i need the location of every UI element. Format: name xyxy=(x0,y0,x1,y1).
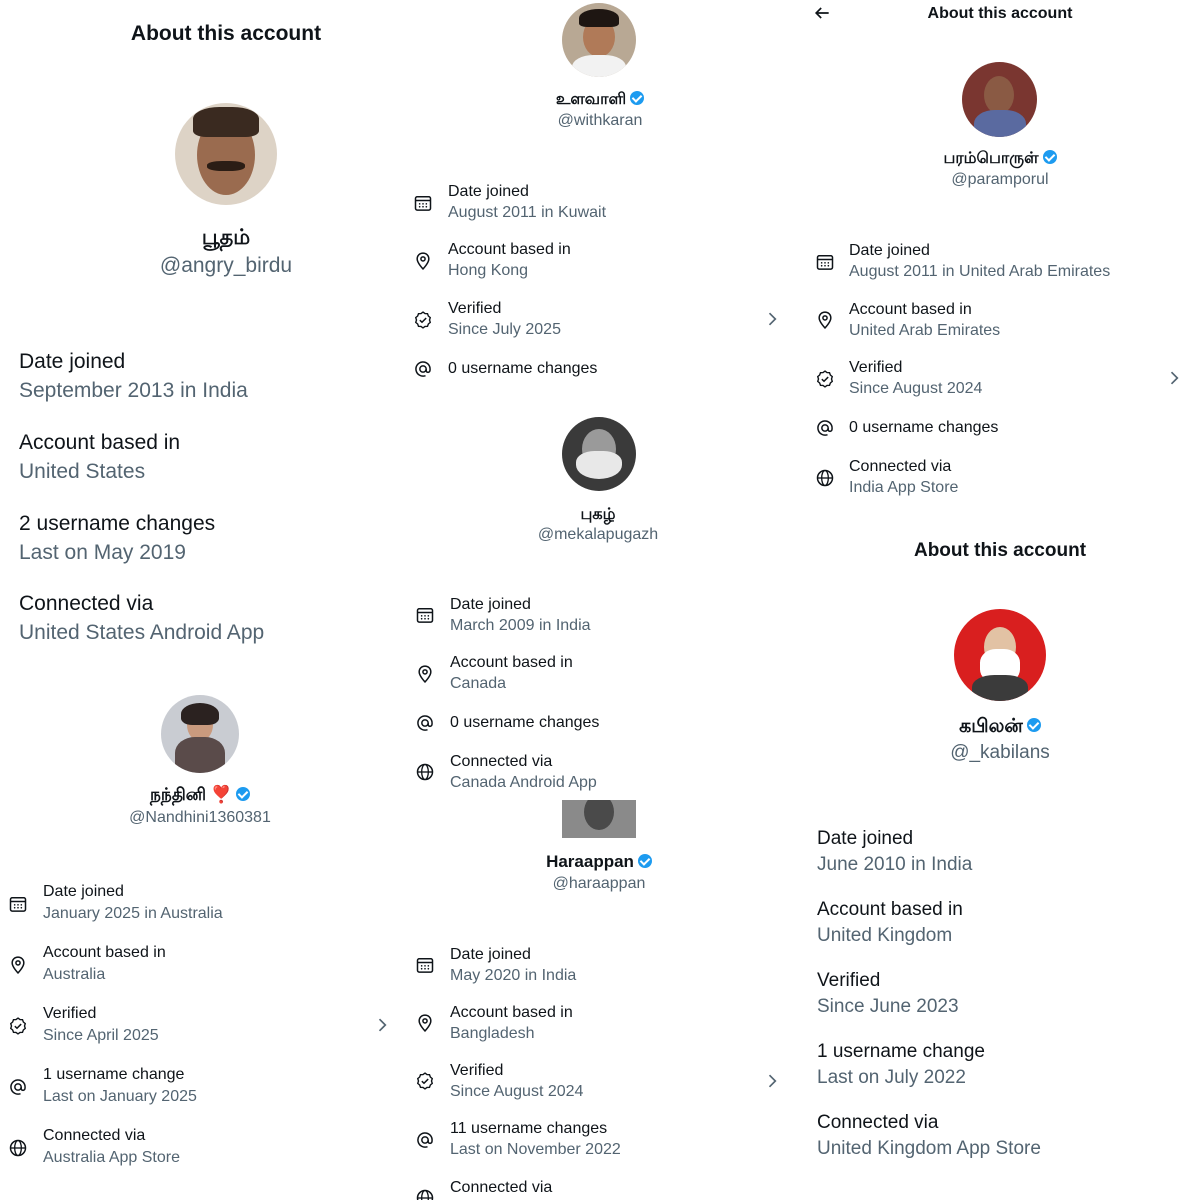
date-joined-row xyxy=(817,828,972,876)
username-changes-row xyxy=(450,714,599,732)
row-value: January 2025 in Australia xyxy=(43,905,223,922)
display-name: புகழ் xyxy=(580,506,616,523)
row-label: Verified xyxy=(43,1005,97,1022)
row-value: India App Store xyxy=(849,479,959,496)
verified-badge-icon xyxy=(8,1016,28,1036)
row-value: Since August 2024 xyxy=(849,380,983,397)
connected-via-row xyxy=(19,592,264,645)
location-pin-icon xyxy=(815,310,835,330)
row-value: Canada Android App xyxy=(450,774,597,791)
row-value: Canada xyxy=(450,675,507,692)
row-label: Connected via xyxy=(849,458,952,475)
row-value: August 2011 in United Arab Emirates xyxy=(849,263,1111,280)
date-joined-row xyxy=(448,183,606,222)
row-value: Hong Kong xyxy=(448,262,529,279)
display-name-text: பரம்பொருள் xyxy=(943,150,1039,167)
date-joined-row xyxy=(450,946,576,985)
verified-badge-icon xyxy=(1043,150,1057,164)
row-value: May 2020 in India xyxy=(450,967,577,984)
date-joined-row xyxy=(849,242,1110,281)
calendar-icon xyxy=(415,605,435,625)
display-name: பூதம் xyxy=(201,226,251,249)
chevron-right-icon[interactable] xyxy=(372,1015,392,1035)
verified-badge-icon xyxy=(236,787,250,801)
username: @haraappan xyxy=(552,875,646,892)
row-label: 0 username changes xyxy=(448,360,598,377)
row-value: September 2013 in India xyxy=(19,379,248,402)
row-label: Date joined xyxy=(817,828,914,849)
calendar-icon xyxy=(413,193,433,213)
display-name xyxy=(800,149,1200,169)
chevron-right-icon[interactable] xyxy=(1164,368,1184,388)
verified-badge-icon xyxy=(638,854,652,868)
display-name xyxy=(400,852,798,872)
display-name-text: உளவாளி xyxy=(555,91,627,108)
username-changes-row xyxy=(817,1041,985,1089)
panel-mekalapugazh xyxy=(400,395,800,800)
connected-via-row xyxy=(43,1127,180,1167)
at-sign-icon xyxy=(815,418,835,438)
location-pin-icon xyxy=(415,1013,435,1033)
row-value: United Kingdom xyxy=(817,925,953,946)
username: @_kabilans xyxy=(950,742,1050,763)
row-label: Account based in xyxy=(450,654,573,671)
chevron-right-icon[interactable] xyxy=(762,309,782,329)
verified-badge-icon xyxy=(413,310,433,330)
location-pin-icon xyxy=(415,664,435,684)
display-name-text: Haraappan xyxy=(546,852,634,871)
row-label: Connected via xyxy=(19,592,154,615)
row-label: Date joined xyxy=(450,946,531,963)
avatar[interactable] xyxy=(962,62,1037,137)
account-based-row xyxy=(19,431,180,484)
row-label: Connected via xyxy=(450,753,553,770)
row-label: Date joined xyxy=(19,350,126,373)
row-value: Last on January 2025 xyxy=(43,1088,197,1105)
account-based-row xyxy=(43,944,166,984)
verified-row[interactable] xyxy=(849,359,982,398)
panel-withkaran xyxy=(400,0,800,395)
location-pin-icon xyxy=(8,955,28,975)
globe-icon xyxy=(415,1188,435,1200)
date-joined-row xyxy=(43,883,223,923)
globe-icon xyxy=(8,1138,28,1158)
account-based-row xyxy=(450,654,573,693)
connected-via-row xyxy=(849,458,958,497)
row-value: Since April 2025 xyxy=(43,1027,159,1044)
verified-badge-icon xyxy=(1027,718,1041,732)
at-sign-icon xyxy=(415,1130,435,1150)
panel-kabilans xyxy=(800,520,1200,1200)
row-label: Verified xyxy=(817,970,881,991)
account-based-row xyxy=(450,1004,573,1043)
verified-row[interactable] xyxy=(450,1062,583,1101)
verified-badge-icon xyxy=(630,91,644,105)
row-label: Verified xyxy=(448,300,502,317)
account-based-row xyxy=(817,899,963,947)
username: @paramporul xyxy=(951,171,1049,188)
row-label: 2 username changes xyxy=(19,512,216,535)
page-title: About this account xyxy=(130,22,322,45)
row-label: Date joined xyxy=(450,596,531,613)
globe-icon xyxy=(815,468,835,488)
row-value: United Arab Emirates xyxy=(849,322,1001,339)
account-based-row xyxy=(849,301,1000,340)
connected-via-row xyxy=(817,1112,1041,1160)
account-based-row xyxy=(448,241,571,280)
verified-row[interactable] xyxy=(448,300,561,339)
verified-badge-icon xyxy=(415,1071,435,1091)
connected-via-row xyxy=(450,753,597,792)
panel-angry-birdu xyxy=(0,0,400,665)
avatar[interactable] xyxy=(161,695,239,773)
avatar[interactable] xyxy=(562,417,636,491)
verified-row[interactable] xyxy=(43,1005,159,1045)
row-value: Since June 2023 xyxy=(817,996,959,1017)
display-name xyxy=(0,785,400,807)
row-value: Bangladesh xyxy=(450,1025,535,1042)
row-label: Account based in xyxy=(849,301,972,318)
verified-row[interactable] xyxy=(817,970,959,1018)
calendar-icon xyxy=(415,955,435,975)
date-joined-row xyxy=(450,596,591,635)
display-name-text: நந்தினி ❣️ xyxy=(150,785,232,804)
display-name xyxy=(400,90,800,110)
row-label: Account based in xyxy=(450,1004,573,1021)
row-label: Connected via xyxy=(817,1112,939,1133)
row-label: 0 username changes xyxy=(450,714,600,731)
username: @angry_birdu xyxy=(159,254,293,277)
row-label: Date joined xyxy=(849,242,930,259)
row-label: 0 username changes xyxy=(849,419,999,436)
avatar[interactable] xyxy=(954,609,1046,701)
username-changes-row xyxy=(43,1066,197,1106)
row-label: Account based in xyxy=(43,944,166,961)
row-value: August 2011 in Kuwait xyxy=(448,204,607,221)
row-label: 1 username change xyxy=(43,1066,185,1083)
username: @Nandhini1360381 xyxy=(129,809,271,826)
at-sign-icon xyxy=(415,713,435,733)
row-label: 11 username changes xyxy=(450,1120,608,1137)
avatar[interactable] xyxy=(175,103,277,205)
row-label: Account based in xyxy=(817,899,963,920)
row-value: June 2010 in India xyxy=(817,854,973,875)
page-title: About this account xyxy=(913,540,1087,561)
row-label: Date joined xyxy=(448,183,529,200)
row-label: Connected via xyxy=(43,1127,146,1144)
avatar[interactable] xyxy=(562,800,636,838)
avatar[interactable] xyxy=(562,3,636,77)
username: @withkaran xyxy=(557,112,643,129)
username-changes-row xyxy=(19,512,215,565)
at-sign-icon xyxy=(413,359,433,379)
row-label: Verified xyxy=(849,359,903,376)
page-title: About this account xyxy=(927,5,1073,22)
row-value: United Kingdom App Store xyxy=(817,1138,1041,1159)
username: @mekalapugazh xyxy=(537,526,659,543)
row-value: Last on November 2022 xyxy=(450,1141,621,1158)
panel-haraappan xyxy=(400,800,800,1200)
row-label: 1 username change xyxy=(817,1041,985,1062)
row-label: Account based in xyxy=(448,241,571,258)
display-name-text: கபிலன் xyxy=(959,716,1023,737)
panel-nandhini xyxy=(0,665,400,1200)
row-label: Connected via xyxy=(450,1179,553,1196)
connected-via-row xyxy=(450,1179,552,1197)
row-label: Verified xyxy=(450,1062,504,1079)
globe-icon xyxy=(415,762,435,782)
location-pin-icon xyxy=(413,251,433,271)
username-changes-row xyxy=(450,1120,621,1159)
display-name xyxy=(800,716,1200,740)
chevron-right-icon[interactable] xyxy=(762,1071,782,1091)
calendar-icon xyxy=(8,894,28,914)
username-changes-row xyxy=(849,419,998,437)
row-value: United States Android App xyxy=(19,621,265,644)
row-value: Since August 2024 xyxy=(450,1083,584,1100)
row-value: Last on May 2019 xyxy=(19,541,186,564)
date-joined-row xyxy=(19,350,248,403)
at-sign-icon xyxy=(8,1077,28,1097)
row-value: United States xyxy=(19,460,146,483)
row-value: Since July 2025 xyxy=(448,321,561,338)
row-label: Account based in xyxy=(19,431,181,454)
row-value: Last on July 2022 xyxy=(817,1067,966,1088)
row-label: Date joined xyxy=(43,883,124,900)
row-value: Australia xyxy=(43,966,106,983)
username-changes-row xyxy=(448,360,597,378)
verified-badge-icon xyxy=(815,369,835,389)
row-value: Australia App Store xyxy=(43,1149,180,1166)
row-value: March 2009 in India xyxy=(450,617,591,634)
panel-paramporul xyxy=(800,0,1200,520)
calendar-icon xyxy=(815,252,835,272)
